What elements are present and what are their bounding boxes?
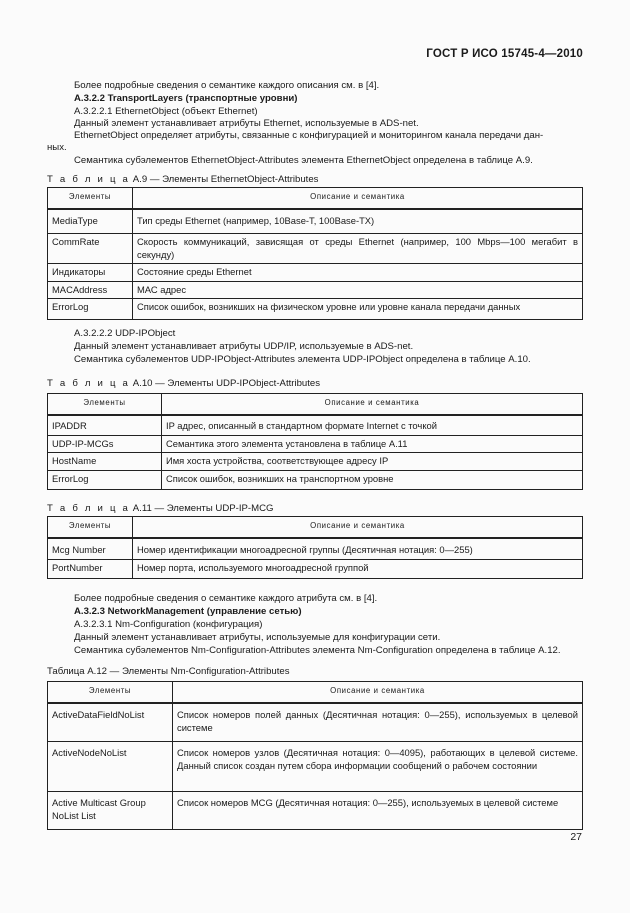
column-header: Элементы <box>48 682 173 704</box>
table-cell: IPADDR <box>48 415 162 435</box>
table-row <box>48 234 583 264</box>
table-cell: Список ошибок, возникших на транспортном уровне <box>162 470 583 490</box>
table-cell: ErrorLog <box>48 470 162 490</box>
table-cell: Имя хоста устройства, соответствующее адресу IP <box>162 453 583 471</box>
document-header: ГОСТ Р ИСО 15745-4—2010 <box>426 48 583 60</box>
subsection-heading: A.3.2.3.1 Nm-Configuration (конфигурация) <box>74 619 263 630</box>
table-cell: Список номеров узлов (Десятичная нотация: 0—4095), работающих в целевой системе. Данный список создан путем сбора информации сообщений о рабочем состоянии <box>173 742 583 792</box>
paragraph: Семантика субэлементов UDP-IPObject-Attributes элемента UDP-IPObject определена в таблице A.10. <box>74 354 531 365</box>
table-row <box>48 453 583 471</box>
table-cell: MediaType <box>48 209 133 234</box>
column-header: Описание и семантика <box>162 394 583 416</box>
table-header-row <box>48 517 583 539</box>
column-header: Элементы <box>48 188 133 210</box>
table-cell: ActiveNodeNoList <box>48 742 173 792</box>
table-row <box>48 538 583 559</box>
table-cell: Список номеров полей данных (Десятичная нотация: 0—255), используемых в целевой системе <box>173 703 583 742</box>
table-row <box>48 559 583 579</box>
paragraph: Семантика субэлементов EthernetObject-Attributes элемента EthernetObject определена в таблице A.9. <box>74 155 533 166</box>
table-cell: Список номеров MCG (Десятичная нотация: 0—255), используемых в целевой системе <box>173 792 583 830</box>
table-caption: Т а б л и ц а A.10 — Элементы UDP-IPObject-Attributes <box>47 378 321 389</box>
table-cell: CommRate <box>48 234 133 264</box>
table-row <box>48 792 583 830</box>
paragraph: ных. <box>47 142 67 153</box>
table-cell: MACAddress <box>48 281 133 299</box>
table-cell: Состояние среды Ethernet <box>133 264 583 282</box>
table-row <box>48 209 583 234</box>
table-cell: МАС адрес <box>133 281 583 299</box>
paragraph: Семантика субэлементов Nm-Configuration-Attributes элемента Nm-Configuration определена в таблице A.12. <box>74 645 561 656</box>
table-caption: Таблица A.12 — Элементы Nm-Configuration-Attributes <box>47 666 290 677</box>
table-cell: Номер идентификации многоадресной группы (Десятичная нотация: 0—255) <box>133 538 583 559</box>
paragraph: EthernetObject определяет атрибуты, связанные с конфигурацией и мониторингом канала передачи дан- <box>74 130 544 141</box>
table-row <box>48 703 583 742</box>
column-header: Описание и семантика <box>173 682 583 704</box>
table-a12 <box>47 681 583 830</box>
table-cell: Тип среды Ethernet (например, 10Base-T, 100Base-TX) <box>133 209 583 234</box>
paragraph: Более подробные сведения о семантике каждого атрибута см. в [4]. <box>74 593 378 604</box>
paragraph: Данный элемент устанавливает атрибуты Ethernet, используемые в ADS-net. <box>74 118 419 129</box>
table-cell: IP адрес, описанный в стандартном формате Internet с точкой <box>162 415 583 435</box>
table-header-row <box>48 188 583 210</box>
page-number: 27 <box>570 831 582 843</box>
table-cell: Active Multicast Group NoList List <box>48 792 173 830</box>
table-caption: Т а б л и ц а A.11 — Элементы UDP-IP-MCG <box>47 503 274 514</box>
table-cell: Скорость коммуникаций, зависящая от среды Ethernet (например, 100 Mbps—100 мегабит в секунду) <box>133 234 583 264</box>
column-header: Элементы <box>48 394 162 416</box>
section-heading: A.3.2.3 NetworkManagement (управление сетью) <box>74 606 302 617</box>
table-cell: HostName <box>48 453 162 471</box>
subsection-heading: A.3.2.2.1 EthernetObject (объект Ethernet) <box>74 106 258 117</box>
section-heading: A.3.2.2 TransportLayers (транспортные уровни) <box>74 93 298 104</box>
table-row <box>48 415 583 435</box>
column-header: Описание и семантика <box>133 188 583 210</box>
table-row <box>48 264 583 282</box>
column-header: Описание и семантика <box>133 517 583 539</box>
subsection-heading: A.3.2.2.2 UDP-IPObject <box>74 328 176 339</box>
table-a10 <box>47 393 583 490</box>
column-header: Элементы <box>48 517 133 539</box>
table-cell: Mcg Number <box>48 538 133 559</box>
table-row <box>48 281 583 299</box>
table-row <box>48 435 583 453</box>
table-cell: PortNumber <box>48 559 133 579</box>
table-a9 <box>47 187 583 320</box>
table-cell: Индикаторы <box>48 264 133 282</box>
paragraph: Данный элемент устанавливает атрибуты, используемые для конфигурации сети. <box>74 632 441 643</box>
paragraph: Более подробные сведения о семантике каждого описания см. в [4]. <box>74 80 380 91</box>
table-cell: UDP-IP-MCGs <box>48 435 162 453</box>
table-cell: Семантика этого элемента установлена в таблице A.11 <box>162 435 583 453</box>
table-row <box>48 742 583 792</box>
table-cell: ActiveDataFieldNoList <box>48 703 173 742</box>
table-a11 <box>47 516 583 579</box>
table-row <box>48 470 583 490</box>
paragraph: Данный элемент устанавливает атрибуты UDP/IP, используемые в ADS-net. <box>74 341 414 352</box>
table-caption: Т а б л и ц а A.9 — Элементы EthernetObject-Attributes <box>47 174 319 185</box>
table-cell: Список ошибок, возникших на физическом уровне или уровне канала передачи данных <box>133 299 583 320</box>
table-row <box>48 299 583 320</box>
table-cell: Номер порта, используемого многоадресной группой <box>133 559 583 579</box>
table-header-row <box>48 682 583 704</box>
table-cell: ErrorLog <box>48 299 133 320</box>
table-header-row <box>48 394 583 416</box>
